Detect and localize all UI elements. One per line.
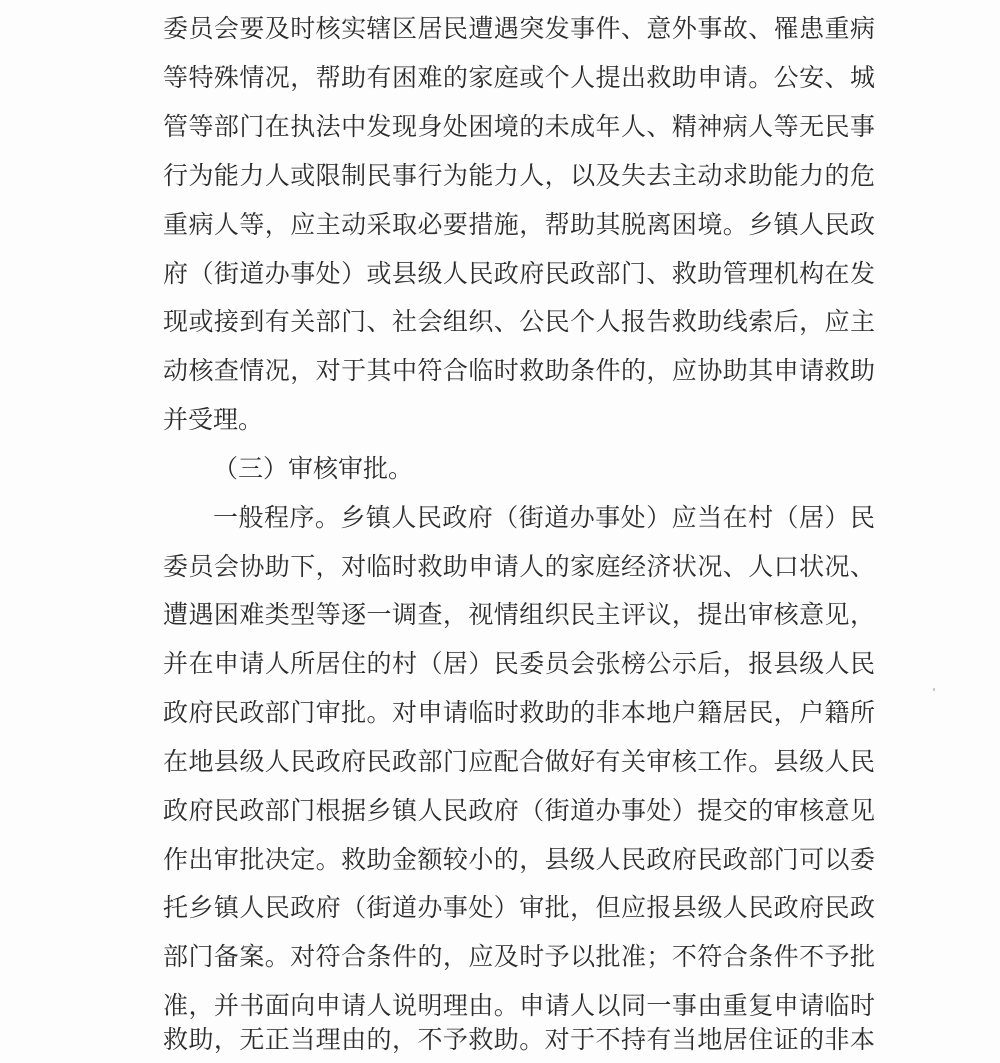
- text-line: 行为能力人或限制民事行为能力人，以及失去主动求助能力的危: [163, 161, 875, 190]
- scan-speck: [933, 688, 935, 691]
- text-line: 重病人等，应主动采取必要措施，帮助其脱离困境。乡镇人民政: [163, 210, 875, 239]
- text-line: 并在申请人所居住的村（居）民委员会张榜公示后，报县级人民: [163, 649, 875, 678]
- section-heading: （三）审核审批。: [213, 454, 414, 483]
- text-line: 在地县级人民政府民政部门应配合做好有关审核工作。县级人民: [163, 747, 875, 776]
- text-line: 现或接到有关部门、社会组织、公民个人报告救助线索后，应主: [163, 307, 875, 336]
- text-line: 等特殊情况，帮助有困难的家庭或个人提出救助申请。公安、城: [163, 63, 875, 92]
- text-line: 政府民政部门审批。对申请临时救助的非本地户籍居民，户籍所: [163, 698, 875, 727]
- text-line: 并受理。: [163, 405, 264, 434]
- text-line: 准，并书面向申请人说明理由。申请人以同一事由重复申请临时: [163, 991, 875, 1020]
- text-line: 管等部门在执法中发现身处困境的未成年人、精神病人等无民事: [163, 112, 875, 141]
- text-line: 一般程序。乡镇人民政府（街道办事处）应当在村（居）民: [213, 503, 875, 532]
- text-line: 动核查情况，对于其中符合临时救助条件的，应协助其申请救助: [163, 356, 875, 385]
- text-line: 救助，无正当理由的，不予救助。对于不持有当地居住证的非本: [163, 1025, 875, 1054]
- text-line: 部门备案。对符合条件的，应及时予以批准；不符合条件不予批: [163, 942, 875, 971]
- text-line: 托乡镇人民政府（街道办事处）审批，但应报县级人民政府民政: [163, 893, 875, 922]
- text-line: 委员会协助下，对临时救助申请人的家庭经济状况、人口状况、: [163, 552, 875, 581]
- text-line: 作出审批决定。救助金额较小的，县级人民政府民政部门可以委: [163, 845, 875, 874]
- text-line: 委员会要及时核实辖区居民遭遇突发事件、意外事故、罹患重病: [163, 14, 875, 43]
- text-line: 遭遇困难类型等逐一调查，视情组织民主评议，提出审核意见，: [163, 600, 875, 629]
- text-line: 政府民政部门根据乡镇人民政府（街道办事处）提交的审核意见: [163, 796, 875, 825]
- text-line: 府（街道办事处）或县级人民政府民政部门、救助管理机构在发: [163, 259, 875, 288]
